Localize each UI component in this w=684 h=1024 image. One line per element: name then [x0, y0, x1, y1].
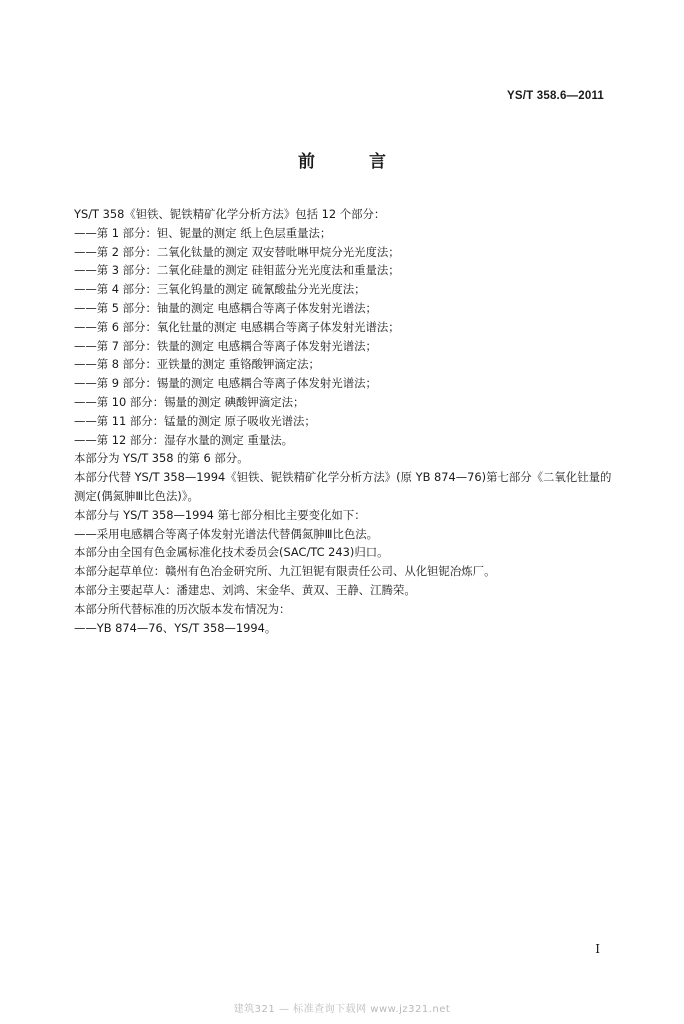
part-item-1: ——第 1 部分：钽、铌量的测定 纸上色层重量法； [74, 225, 332, 240]
part-item-9: ——第 9 部分：锡量的测定 电感耦合等离子体发射光谱法； [74, 376, 377, 391]
page-title: 前 言 [298, 152, 410, 172]
part-item-5: ——第 5 部分：铀量的测定 电感耦合等离子体发射光谱法； [74, 300, 377, 315]
page-number: I [595, 942, 600, 956]
paragraph-history: 本部分所代替标准的历次版本发布情况为： [74, 601, 291, 616]
standard-code: YS/T 358.6—2011 [507, 90, 604, 102]
history-item: ——YB 874—76、YS/T 358—1994。 [74, 620, 277, 635]
part-item-11: ——第 11 部分：锰量的测定 原子吸收光谱法； [74, 413, 316, 428]
paragraph-part-statement: 本部分为 YS/T 358 的第 6 部分。 [74, 451, 249, 466]
foreword-body [62, 205, 622, 637]
part-item-4: ——第 4 部分：三氧化钨量的测定 硫氰酸盐分光光度法； [74, 282, 366, 297]
paragraph-drafting-units: 本部分起草单位：赣州有色冶金研究所、九江钽铌有限责任公司、从化钽铌冶炼厂。 [74, 564, 496, 579]
paragraph-replacement: 本部分代替 YS/T 358—1994《钽铁、铌铁精矿化学分析方法》(原 YB 874—76)第七部分《二氧化钍量的测定(偶氮胂Ⅲ比色法)》。 [74, 470, 612, 503]
paragraph-intro: YS/T 358《钽铁、铌铁精矿化学分析方法》包括 12 个部分： [74, 207, 386, 221]
change-item: ——采用电感耦合等离子体发射光谱法代替偶氮胂Ⅲ比色法。 [74, 526, 379, 541]
part-item-10: ——第 10 部分：锡量的测定 碘酸钾滴定法； [74, 394, 305, 409]
paragraph-committee: 本部分由全国有色金属标准化技术委员会(SAC/TC 243)归口。 [74, 545, 389, 560]
part-item-3: ——第 3 部分：二氧化硅量的测定 硅钼蓝分光光度法和重量法； [74, 263, 400, 278]
watermark: 建筑321 — 标准查询下载网 www.jz321.net [233, 1004, 451, 1015]
paragraph-changes: 本部分与 YS/T 358—1994 第七部分相比主要变化如下： [74, 507, 366, 522]
part-item-2: ——第 2 部分：二氧化钛量的测定 双安替吡啉甲烷分光光度法； [74, 244, 400, 259]
part-item-8: ——第 8 部分：亚铁量的测定 重铬酸钾滴定法； [74, 357, 320, 372]
part-item-12: ——第 12 部分：湿存水量的测定 重量法。 [74, 432, 293, 447]
part-item-6: ——第 6 部分：氧化钍量的测定 电感耦合等离子体发射光谱法； [74, 319, 400, 334]
paragraph-drafters: 本部分主要起草人：潘建忠、刘鸿、宋金华、黄双、王静、江腾荣。 [74, 582, 416, 597]
part-item-7: ——第 7 部分：铁量的测定 电感耦合等离子体发射光谱法； [74, 338, 377, 353]
